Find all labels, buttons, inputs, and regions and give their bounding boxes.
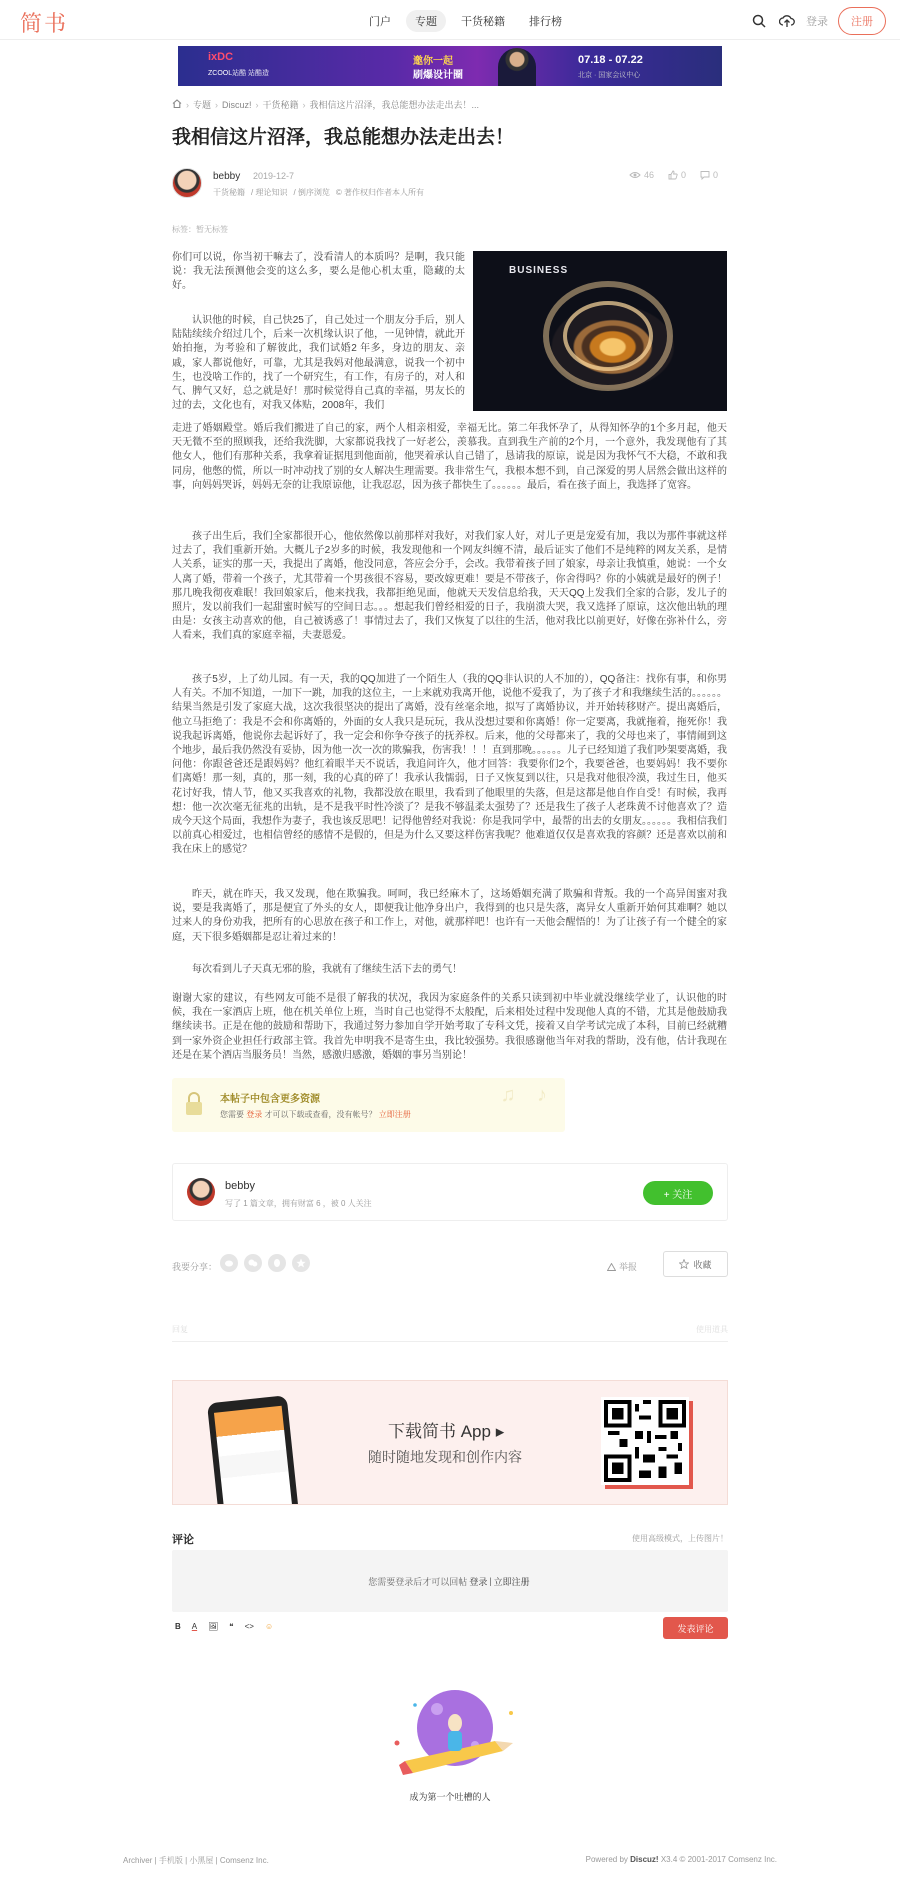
- comment-box-sep: |: [489, 1576, 492, 1586]
- empty-comments-text: 成为第一个吐槽的人: [409, 1792, 491, 1802]
- nav-ranking[interactable]: 排行榜: [529, 16, 562, 28]
- resource-sub-mid: 才可以下载或查看，没有帐号？: [264, 1110, 377, 1119]
- use-props-link[interactable]: 使用道具: [696, 1325, 728, 1334]
- meta-copyright: © 著作权归作者本人所有: [335, 188, 425, 197]
- views-stat: [629, 170, 654, 180]
- footer-links[interactable]: Archiver | 手机版 | 小黑屋 | Comsenz Inc.: [123, 1856, 269, 1865]
- music-deco-icon: ♫ ♪: [500, 1084, 555, 1106]
- eye-icon: [629, 171, 641, 179]
- share-icons: [220, 1254, 310, 1272]
- login-link[interactable]: 登录: [806, 16, 828, 28]
- banner-brand-sub: ZCOOL站酷 站酷造: [208, 70, 270, 77]
- likes-count: 0: [680, 170, 686, 180]
- article-paragraph-2a: 认识他的时候，自己快25了，自己处过一个朋友分手后，别人陆陆续续介绍过几个，后来一次机缘认识了他，一见钟情，就此开始拍拖，为考验和了解彼此，我们试婚2 年多，身边的朋友、亲戚，家人都说他好，可靠，尤其是我妈对他最满意，说我一个初中生，也没啥工作的，找了一个研究生，有工作，有房子的，对人和气、脾气又好，总之就是好！那时候觉得自己真的幸福，男友长的过的去，文化也有，对我又体贴，2008年，我们: [172, 315, 465, 412]
- author-card-name[interactable]: bebby: [225, 1180, 255, 1192]
- post-date: 2019-12-7: [253, 171, 295, 181]
- footer-powered-pre: Powered by: [585, 1855, 628, 1864]
- warning-icon: [607, 1263, 616, 1271]
- locked-resource-box: [172, 1078, 565, 1132]
- views-count: 46: [643, 170, 654, 180]
- resource-login-link[interactable]: 登录: [246, 1110, 263, 1119]
- comment-login-link[interactable]: 登录: [469, 1576, 488, 1587]
- phone-mockup-image: [207, 1395, 299, 1505]
- arrow-right-icon: ▸: [495, 1422, 505, 1441]
- lock-icon: [184, 1092, 204, 1116]
- article-paragraph-4: 孩子5岁，上了幼儿园。有一天，我的QQ加进了一个陌生人（我的QQ非认识的人不加的），QQ备注：找你有事，和你男人有关。不加不知道，一加下一跳，加我的这位主，一上来就劝我离开他，说他不爱我了，为了孩子才和我继续生活的。。。。。。结果当然是引发了家庭大战，这次我很坚决的提出了离婚，没有丝毫余地，拟写了离婚协议，并开始转移财产。提出离婚后，他立马拒绝了：我是不会和你离婚的，外面的女人我只是玩玩，我从没想过要和你离婚！你一定要离，我就拖着，拖死你！我说我起诉离婚，他说你去起诉好了，我一定会和你争夺孩子的抚养权。后来，他的父母都来了，我的父母也来了，事情闹到这个地步，最后我仍然没有妥协，因为他一次一次的欺骗我，伤害我！！！直到那晚。。。。。。儿子已经知道了我们吵架要离婚，我问他：你跟爸爸还是跟妈妈？他红着眼半天不说话，我追问许久，他才回答：我要你们2个，我要爸爸，也要妈妈！我不要你们离婚！那一刻，真的，那一刻，我的心真的碎了！我承认我懦弱，日子又恢复到以往，只是我对他很冷漠，我过生日，他买花讨好我，情人节，他又买我喜欢的礼物，我都没放在眼里，我看到了他眼里的失落，但是这都是他自作自受！有时候，我再想：他一次次毫无征兆的出轨，是不是我平时性冷淡了？是我不够温柔太强势了？还是我生了孩子人老珠黄不讨他喜欢了？造成今天这个局面，我想作为妻子，我也该反思吧！记得他曾经对我说：你是我同学中，最帮的出去的女朋友。。。。。。我相信我们以前真心相爱过，也相信曾经的感情不是假的，但是为什么又要这样伤害我呢？他难道仅仅是喜欢我的容颜？还是喜欢以前和我在床上的感觉？: [172, 674, 727, 856]
- promo-subtitle: 随时随地发现和创作内容: [368, 1449, 522, 1465]
- nav-topics[interactable]: 专题: [406, 10, 446, 32]
- post-stats: [629, 170, 718, 180]
- comment-icon: [700, 170, 710, 180]
- thumb-up-icon: [668, 170, 678, 180]
- resource-subtitle: [220, 1109, 411, 1120]
- follow-button[interactable]: + 关注: [643, 1181, 713, 1205]
- nav-portal[interactable]: 门户: [369, 16, 391, 28]
- comments-title: 评论: [172, 1534, 194, 1546]
- banner-date: 07.18 - 07.22: [578, 54, 643, 66]
- meta-subcategory[interactable]: / 理论知识: [251, 188, 288, 197]
- bold-icon[interactable]: B: [175, 1622, 181, 1631]
- resource-title: 本帖子中包含更多资源: [220, 1094, 320, 1105]
- report-link[interactable]: [607, 1260, 637, 1273]
- author-card-avatar[interactable]: [187, 1178, 215, 1206]
- register-button[interactable]: 注册: [838, 7, 886, 35]
- banner-headline-2: 刷爆设计圈: [413, 70, 463, 81]
- upload-icon[interactable]: [778, 12, 796, 30]
- submit-comment-button[interactable]: 发表评论: [663, 1617, 728, 1639]
- share-qq-icon[interactable]: [268, 1254, 286, 1272]
- share-wechat-icon[interactable]: [244, 1254, 262, 1272]
- banner-place: 北京 · 国家会议中心: [578, 72, 641, 79]
- article-paragraph-1: 你们可以说，你当初干嘛去了，没看清人的本质吗？是啊，我只能说：我无法预测他会变的这么多，要么是他心机太重，隐藏的太好。: [172, 252, 465, 292]
- code-icon[interactable]: <>: [244, 1622, 254, 1631]
- quote-icon[interactable]: ❝: [229, 1622, 234, 1631]
- article-paragraph-3: 孩子出生后，我们全家都很开心，他依然像以前那样对我好，对我们家人好，对儿子更是宠爱有加，我以为那件事就这样过去了，我们重新开始。大概儿子2岁多的时候，我发现他和一个网友纠缠不清，最后证实了他们不是纯粹的网友关系，是情人关系，证实的那一天，我提出了离婚，他没同意，答应会分手，会改。我带着孩子回了娘家，母亲让我慎重，她说：一个女人离了婚，带着一个孩子，尤其带着一个男孩很不容易，要改嫁更难！要是不带孩子，你舍得吗？你的小姨就是最好的例子！那几晚我彻夜难眠！我回娘家后，他来找我，我都拒绝见面，他就天天发信息给我，天天QQ上发我们全家的合影，发儿子的照片，发以前我们一起甜蜜时候写的空间日志。。。想起我们曾经相爱的日子，我崩溃大哭，我又选择了原谅，这次他出轨的理由是：女孩主动喜欢的他，自己被诱惑了！事情过去了，我们又恢复了以往的生活，他对我比以前更好，好像在弥补什么，旁人看来，我们真的家庭幸福，夫妻恩爱。: [172, 531, 727, 642]
- banner-headline-1: 邀你一起: [413, 56, 453, 67]
- top-bar: [0, 0, 900, 40]
- share-weibo-icon[interactable]: [220, 1254, 238, 1272]
- share-label: 我要分享：: [172, 1262, 218, 1272]
- reply-tools-row: [172, 1322, 728, 1342]
- comment-register-link[interactable]: 立即注册: [493, 1576, 530, 1587]
- advanced-mode-link[interactable]: 使用高级模式，上传图片！: [632, 1534, 728, 1543]
- qr-code: [601, 1397, 689, 1485]
- author-card-meta: 写了 1 篇文章，拥有财富 6 ，被 0 人关注: [225, 1199, 372, 1208]
- resource-register-link[interactable]: 立即注册: [378, 1110, 411, 1119]
- promo-title: 下载简书 App ▸: [388, 1422, 505, 1441]
- comment-box[interactable]: [172, 1550, 728, 1612]
- breadcrumb-separator: ›: [302, 99, 306, 110]
- breadcrumb-separator: ›: [215, 99, 219, 110]
- breadcrumb-current: 我相信这片沼泽，我总能想办法走出去！...: [309, 100, 480, 110]
- article-image: [473, 251, 727, 411]
- collect-button[interactable]: [663, 1251, 728, 1277]
- reply-link[interactable]: 回复: [172, 1325, 188, 1334]
- likes-stat[interactable]: [668, 170, 686, 180]
- banner-brand: ixDC: [208, 51, 234, 63]
- report-label: 举报: [619, 1262, 638, 1272]
- breadcrumb-discuz[interactable]: Discuz!: [222, 99, 252, 110]
- emoji-icon[interactable]: ☺: [264, 1622, 274, 1631]
- post-title: 我相信这片沼泽，我总能想办法走出去！: [172, 126, 515, 148]
- banner-ad[interactable]: [178, 46, 722, 86]
- comment-box-pre: 您需要登录后才可以回帖: [368, 1576, 468, 1587]
- editor-toolbar: [175, 1622, 273, 1631]
- footer-brand[interactable]: Discuz!: [630, 1855, 659, 1864]
- article-paragraph-7: 谢谢大家的建议，有些网友可能不是很了解我的状况，我因为家庭条件的关系只读到初中毕业就没继续学业了，认识他的时候，我在一家酒店上班，他在机关单位上班，当时自己也觉得不太般配，后来相处过程中发现他人真的不错，尤其是他鼓励我继续读书。正是在他的鼓励和帮助下，我通过努力参加自学开始考取了专科文凭，接着又自学考试完成了本科，目前已经就糟到一家外资企业担任行政部主管。我首先申明我不是寄生虫，我比较强势。我很感谢他当年对我的帮助，没有他，估计我现在还是在某个酒店当服务员！当然，感激归感激，婚姻的事另当别论！: [172, 993, 727, 1061]
- author-name[interactable]: bebby: [213, 171, 241, 182]
- star-icon: [679, 1259, 689, 1269]
- breadcrumb-separator: ›: [186, 99, 189, 110]
- search-icon[interactable]: [750, 12, 768, 30]
- post-meta: [213, 187, 424, 198]
- home-icon[interactable]: [172, 99, 182, 110]
- breadcrumb-tips[interactable]: 干货秘籍: [262, 100, 299, 110]
- article-paragraph-5: 昨天，就在昨天，我又发现，他在欺骗我。呵呵，我已经麻木了，这场婚姻充满了欺骗和背叛。我的一个高异闺蜜对我说，要是我离婚了，那是便宜了外头的女人，即便我让他净身出户，我得到的也只是失落，离异女人重新开始何其难啊？她以过来人的身份劝我，把所有的心思放在孩子和工作上，对他，就那样吧！也许有一天他会醒悟的！为了让孩子有一个健全的家庭，天下很多婚姻都是忍让着过来的！: [172, 889, 727, 943]
- banner-speaker-image: [498, 48, 536, 86]
- site-logo[interactable]: 简书: [20, 12, 69, 37]
- footer-powered-post: X3.4 © 2001-2017 Comsenz Inc.: [660, 1855, 777, 1864]
- main-nav: [360, 10, 571, 32]
- article-image-ring: [563, 301, 653, 371]
- article-paragraph-2b: 走进了婚姻殿堂。婚后我们搬进了自己的家，两个人相亲相爱，幸福无比。第二年我怀孕了，从得知怀孕的1个多月起，他天天无微不至的照顾我，还给我洗脚，大家都说我找了一好老公，羡慕我。直到我生产前的2个月，一个意外，我发现他有了其他女人，他们有那种关系，我拿着证据甩到他面前，他哭着承认自己错了，恳请我的原谅，说是因为我怀气不大稳，不敢和我同房，他憋的慌，所以一时冲动找了别的女人解决生理需要。我非常生气，我根本想不到，自己深爱的男人居然会做出这样的事，向妈妈哭诉，妈妈无奈的让我原谅他，让我忍忍，因为孩子都快生了。。。。。。最后，看在孩子面上，我选择了宽容。: [172, 423, 727, 491]
- author-card: [172, 1163, 728, 1221]
- comments-stat[interactable]: [700, 170, 718, 180]
- article-paragraph-6: 每次看到儿子天真无邪的脸，我就有了继续生活下去的勇气！: [192, 964, 462, 975]
- resource-sub-pre: 您需要: [220, 1110, 244, 1119]
- footer-powered: [586, 1855, 777, 1864]
- author-avatar[interactable]: [172, 168, 202, 198]
- post-tags: 标签：暂无标签: [172, 225, 228, 234]
- rocket-pencil-illustration: [385, 1683, 525, 1793]
- meta-reverse-view[interactable]: / 倒序浏览: [293, 188, 330, 197]
- article-image-caption: BUSINESS: [509, 265, 569, 276]
- collect-label: 收藏: [693, 1259, 712, 1270]
- image-icon[interactable]: 🖼: [208, 1622, 219, 1631]
- share-qzone-icon[interactable]: [292, 1254, 310, 1272]
- meta-category[interactable]: 干货秘籍: [213, 188, 245, 197]
- breadcrumb: [172, 98, 479, 111]
- breadcrumb-topics[interactable]: 专题: [193, 100, 212, 110]
- nav-tips[interactable]: 干货秘籍: [461, 16, 505, 28]
- breadcrumb-separator: ›: [255, 99, 259, 110]
- comments-count: 0: [712, 170, 718, 180]
- font-color-icon[interactable]: A: [191, 1622, 198, 1631]
- app-download-promo[interactable]: [172, 1380, 728, 1505]
- header-actions: [750, 7, 886, 35]
